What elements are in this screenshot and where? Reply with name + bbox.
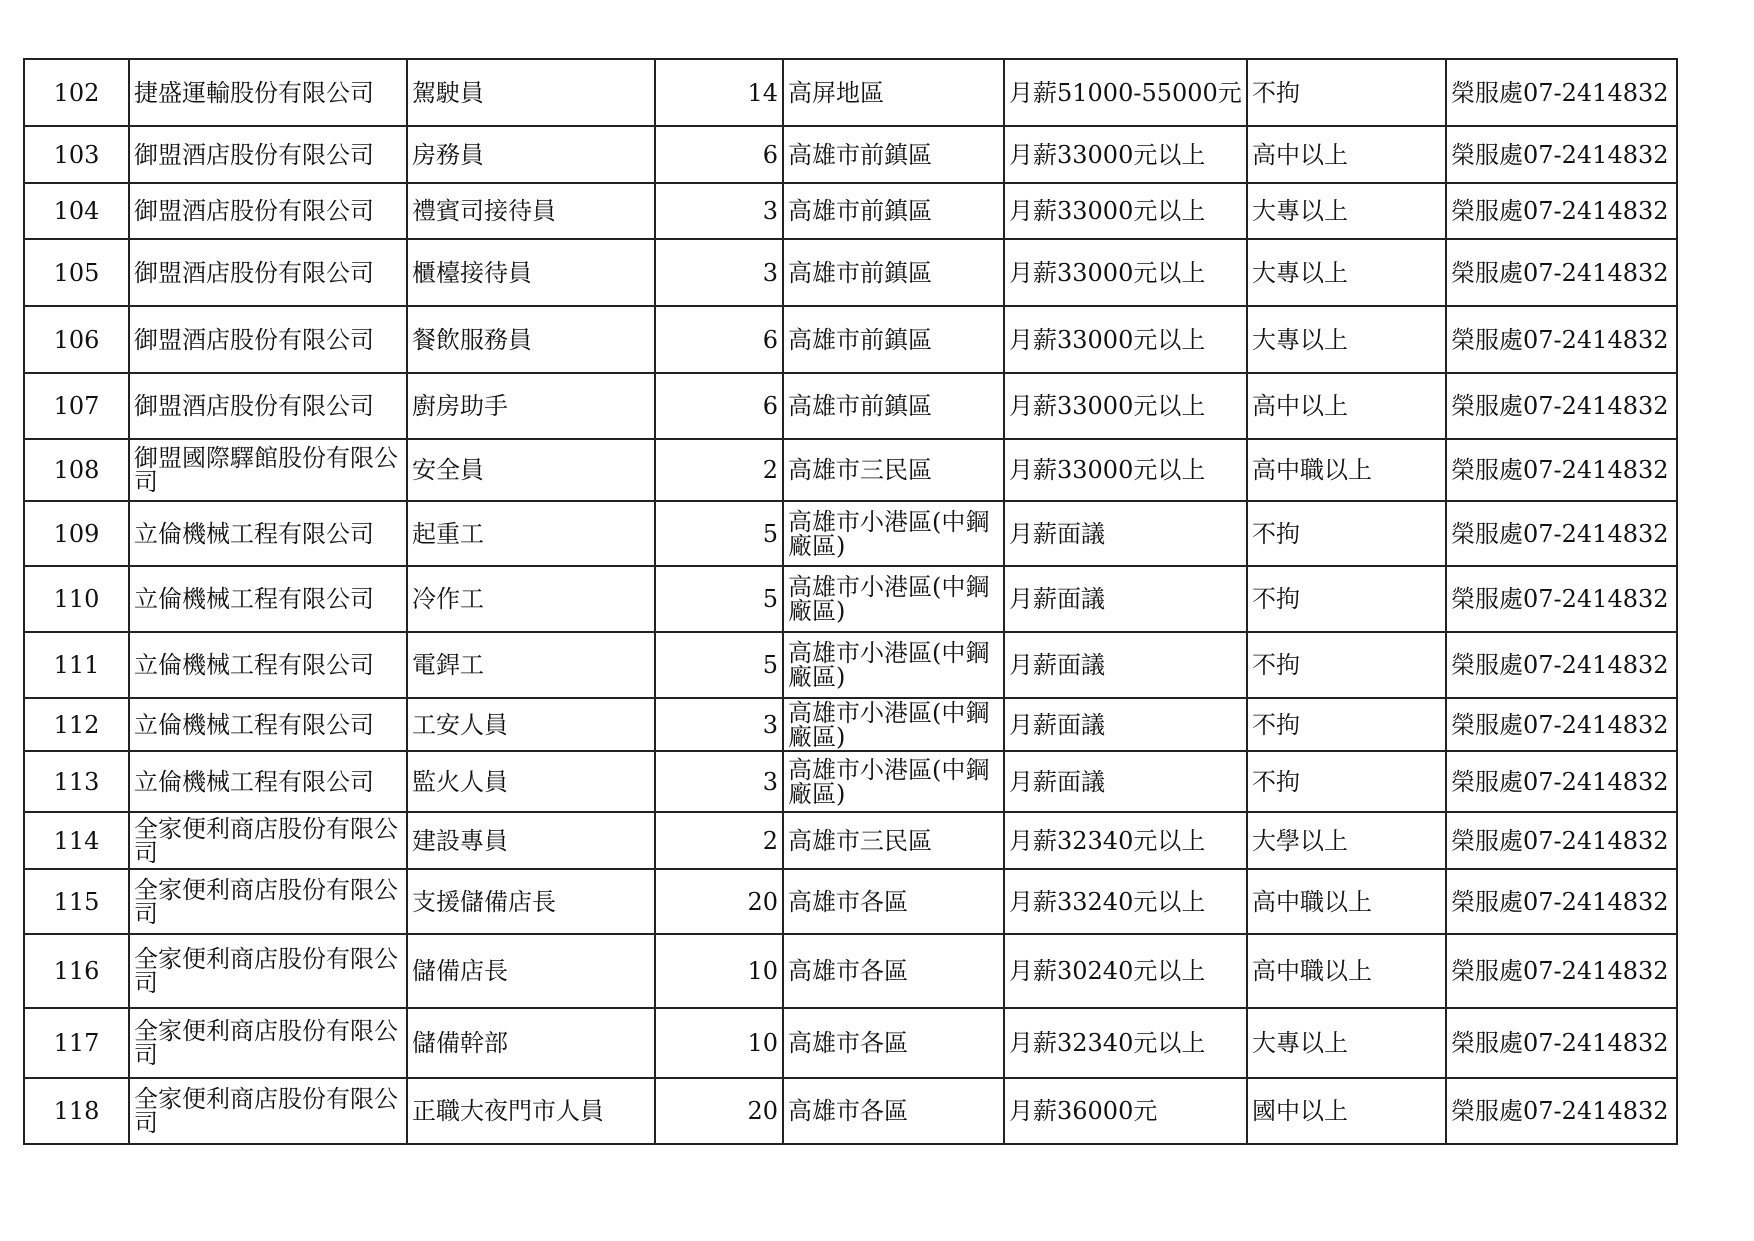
work-location: 高雄市小港區(中鋼廠區) xyxy=(783,566,1004,632)
row-number: 106 xyxy=(24,306,129,373)
table-row xyxy=(24,698,1677,751)
education-requirement: 大專以上 xyxy=(1247,306,1446,373)
headcount: 5 xyxy=(655,632,783,698)
salary: 月薪33000元以上 xyxy=(1004,126,1247,183)
education-requirement: 不拘 xyxy=(1247,751,1446,812)
work-location: 高雄市三民區 xyxy=(783,812,1004,869)
contact: 榮服處07-2414832 xyxy=(1446,1078,1677,1144)
row-number: 111 xyxy=(24,632,129,698)
company-name: 立倫機械工程有限公司 xyxy=(129,501,407,566)
job-title: 儲備幹部 xyxy=(407,1008,655,1078)
contact: 榮服處07-2414832 xyxy=(1446,566,1677,632)
contact: 榮服處07-2414832 xyxy=(1446,439,1677,501)
row-number: 109 xyxy=(24,501,129,566)
salary: 月薪面議 xyxy=(1004,698,1247,751)
contact: 榮服處07-2414832 xyxy=(1446,698,1677,751)
company-name: 全家便利商店股份有限公司 xyxy=(129,1008,407,1078)
education-requirement: 不拘 xyxy=(1247,59,1446,126)
company-name: 立倫機械工程有限公司 xyxy=(129,566,407,632)
salary: 月薪51000-55000元 xyxy=(1004,59,1247,126)
table-row xyxy=(24,183,1677,239)
work-location: 高雄市前鎮區 xyxy=(783,306,1004,373)
row-number: 117 xyxy=(24,1008,129,1078)
job-title: 櫃檯接待員 xyxy=(407,239,655,306)
headcount: 3 xyxy=(655,239,783,306)
salary: 月薪32340元以上 xyxy=(1004,1008,1247,1078)
salary: 月薪面議 xyxy=(1004,751,1247,812)
job-title: 電銲工 xyxy=(407,632,655,698)
salary: 月薪面議 xyxy=(1004,566,1247,632)
row-number: 108 xyxy=(24,439,129,501)
job-title: 起重工 xyxy=(407,501,655,566)
work-location: 高雄市前鎮區 xyxy=(783,126,1004,183)
salary: 月薪30240元以上 xyxy=(1004,934,1247,1008)
job-title: 安全員 xyxy=(407,439,655,501)
row-number: 116 xyxy=(24,934,129,1008)
work-location: 高雄市前鎮區 xyxy=(783,373,1004,439)
education-requirement: 不拘 xyxy=(1247,698,1446,751)
company-name: 全家便利商店股份有限公司 xyxy=(129,1078,407,1144)
education-requirement: 大專以上 xyxy=(1247,183,1446,239)
company-name: 全家便利商店股份有限公司 xyxy=(129,869,407,934)
row-number: 107 xyxy=(24,373,129,439)
headcount: 6 xyxy=(655,373,783,439)
work-location: 高雄市三民區 xyxy=(783,439,1004,501)
company-name: 立倫機械工程有限公司 xyxy=(129,632,407,698)
contact: 榮服處07-2414832 xyxy=(1446,812,1677,869)
headcount: 10 xyxy=(655,934,783,1008)
row-number: 104 xyxy=(24,183,129,239)
company-name: 御盟酒店股份有限公司 xyxy=(129,183,407,239)
work-location: 高雄市小港區(中鋼廠區) xyxy=(783,632,1004,698)
education-requirement: 高中職以上 xyxy=(1247,934,1446,1008)
contact: 榮服處07-2414832 xyxy=(1446,373,1677,439)
contact: 榮服處07-2414832 xyxy=(1446,869,1677,934)
headcount: 10 xyxy=(655,1008,783,1078)
salary: 月薪33000元以上 xyxy=(1004,373,1247,439)
headcount: 2 xyxy=(655,439,783,501)
headcount: 2 xyxy=(655,812,783,869)
table-row xyxy=(24,239,1677,306)
headcount: 20 xyxy=(655,869,783,934)
work-location: 高雄市各區 xyxy=(783,1078,1004,1144)
row-number: 103 xyxy=(24,126,129,183)
education-requirement: 高中以上 xyxy=(1247,373,1446,439)
job-title: 冷作工 xyxy=(407,566,655,632)
company-name: 捷盛運輸股份有限公司 xyxy=(129,59,407,126)
education-requirement: 高中職以上 xyxy=(1247,869,1446,934)
work-location: 高雄市小港區(中鋼廠區) xyxy=(783,751,1004,812)
company-name: 全家便利商店股份有限公司 xyxy=(129,812,407,869)
job-title: 儲備店長 xyxy=(407,934,655,1008)
work-location: 高雄市小港區(中鋼廠區) xyxy=(783,698,1004,751)
table-row xyxy=(24,869,1677,934)
salary: 月薪33000元以上 xyxy=(1004,306,1247,373)
row-number: 113 xyxy=(24,751,129,812)
contact: 榮服處07-2414832 xyxy=(1446,632,1677,698)
headcount: 3 xyxy=(655,698,783,751)
job-title: 廚房助手 xyxy=(407,373,655,439)
contact: 榮服處07-2414832 xyxy=(1446,59,1677,126)
salary: 月薪面議 xyxy=(1004,632,1247,698)
table-row xyxy=(24,751,1677,812)
headcount: 5 xyxy=(655,501,783,566)
salary: 月薪33000元以上 xyxy=(1004,239,1247,306)
row-number: 114 xyxy=(24,812,129,869)
work-location: 高雄市各區 xyxy=(783,934,1004,1008)
row-number: 110 xyxy=(24,566,129,632)
table-row xyxy=(24,439,1677,501)
education-requirement: 高中職以上 xyxy=(1247,439,1446,501)
row-number: 112 xyxy=(24,698,129,751)
table-row xyxy=(24,812,1677,869)
salary: 月薪33000元以上 xyxy=(1004,439,1247,501)
job-title: 餐飲服務員 xyxy=(407,306,655,373)
education-requirement: 大學以上 xyxy=(1247,812,1446,869)
salary: 月薪36000元 xyxy=(1004,1078,1247,1144)
headcount: 5 xyxy=(655,566,783,632)
table-row xyxy=(24,1078,1677,1144)
job-title: 工安人員 xyxy=(407,698,655,751)
table-row xyxy=(24,59,1677,126)
row-number: 105 xyxy=(24,239,129,306)
company-name: 御盟國際驛館股份有限公司 xyxy=(129,439,407,501)
contact: 榮服處07-2414832 xyxy=(1446,183,1677,239)
education-requirement: 不拘 xyxy=(1247,632,1446,698)
work-location: 高雄市各區 xyxy=(783,869,1004,934)
row-number: 115 xyxy=(24,869,129,934)
table-row xyxy=(24,934,1677,1008)
work-location: 高雄市各區 xyxy=(783,1008,1004,1078)
contact: 榮服處07-2414832 xyxy=(1446,1008,1677,1078)
table-row xyxy=(24,373,1677,439)
education-requirement: 不拘 xyxy=(1247,566,1446,632)
company-name: 全家便利商店股份有限公司 xyxy=(129,934,407,1008)
contact: 榮服處07-2414832 xyxy=(1446,751,1677,812)
company-name: 御盟酒店股份有限公司 xyxy=(129,239,407,306)
contact: 榮服處07-2414832 xyxy=(1446,934,1677,1008)
contact: 榮服處07-2414832 xyxy=(1446,501,1677,566)
company-name: 御盟酒店股份有限公司 xyxy=(129,306,407,373)
job-title: 正職大夜門市人員 xyxy=(407,1078,655,1144)
row-number: 118 xyxy=(24,1078,129,1144)
table-row xyxy=(24,126,1677,183)
work-location: 高雄市前鎮區 xyxy=(783,239,1004,306)
job-title: 監火人員 xyxy=(407,751,655,812)
row-number: 102 xyxy=(24,59,129,126)
contact: 榮服處07-2414832 xyxy=(1446,239,1677,306)
company-name: 御盟酒店股份有限公司 xyxy=(129,126,407,183)
salary: 月薪33000元以上 xyxy=(1004,183,1247,239)
table-row xyxy=(24,306,1677,373)
table-row xyxy=(24,501,1677,566)
work-location: 高屏地區 xyxy=(783,59,1004,126)
work-location: 高雄市小港區(中鋼廠區) xyxy=(783,501,1004,566)
education-requirement: 大專以上 xyxy=(1247,239,1446,306)
job-title: 駕駛員 xyxy=(407,59,655,126)
job-listing-table xyxy=(23,58,1678,1145)
table-row xyxy=(24,632,1677,698)
headcount: 6 xyxy=(655,126,783,183)
job-title: 支援儲備店長 xyxy=(407,869,655,934)
salary: 月薪面議 xyxy=(1004,501,1247,566)
contact: 榮服處07-2414832 xyxy=(1446,306,1677,373)
salary: 月薪33240元以上 xyxy=(1004,869,1247,934)
job-title: 禮賓司接待員 xyxy=(407,183,655,239)
company-name: 立倫機械工程有限公司 xyxy=(129,698,407,751)
job-title: 建設專員 xyxy=(407,812,655,869)
job-title: 房務員 xyxy=(407,126,655,183)
headcount: 20 xyxy=(655,1078,783,1144)
education-requirement: 大專以上 xyxy=(1247,1008,1446,1078)
company-name: 御盟酒店股份有限公司 xyxy=(129,373,407,439)
contact: 榮服處07-2414832 xyxy=(1446,126,1677,183)
headcount: 6 xyxy=(655,306,783,373)
company-name: 立倫機械工程有限公司 xyxy=(129,751,407,812)
education-requirement: 高中以上 xyxy=(1247,126,1446,183)
table-row xyxy=(24,1008,1677,1078)
salary: 月薪32340元以上 xyxy=(1004,812,1247,869)
work-location: 高雄市前鎮區 xyxy=(783,183,1004,239)
headcount: 3 xyxy=(655,751,783,812)
table-row xyxy=(24,566,1677,632)
headcount: 3 xyxy=(655,183,783,239)
education-requirement: 不拘 xyxy=(1247,501,1446,566)
headcount: 14 xyxy=(655,59,783,126)
education-requirement: 國中以上 xyxy=(1247,1078,1446,1144)
